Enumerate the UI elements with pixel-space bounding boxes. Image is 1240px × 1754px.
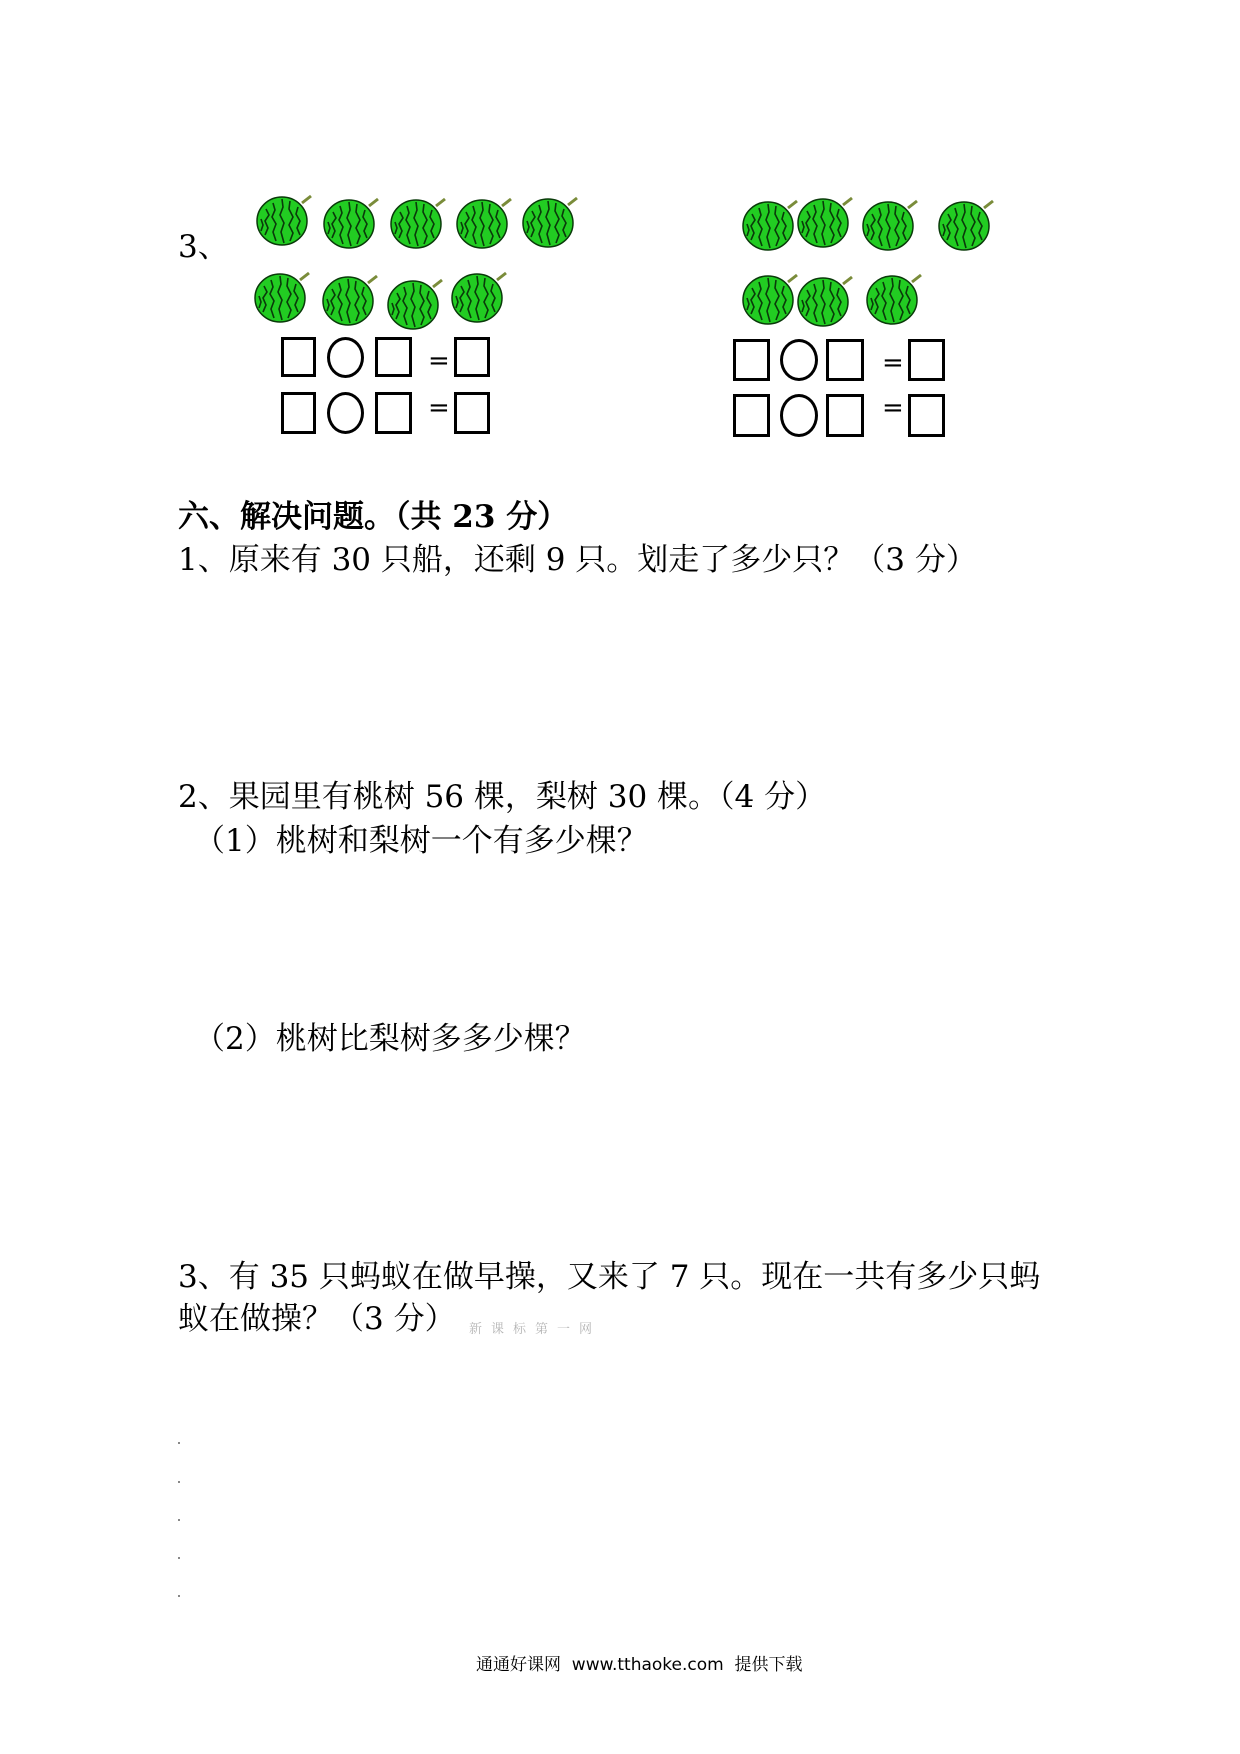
operator-circle[interactable]: [327, 392, 364, 434]
problem-2-sub-1: （1）桃树和梨树一个有多少棵？: [194, 823, 648, 859]
answer-box[interactable]: [908, 394, 945, 437]
answer-box[interactable]: [733, 339, 770, 381]
answer-box[interactable]: [826, 394, 864, 437]
answer-box[interactable]: [826, 339, 864, 381]
equals-sign: =: [882, 393, 904, 423]
answer-box[interactable]: [281, 392, 316, 434]
watermelon-icon: [797, 270, 853, 330]
answer-box[interactable]: [454, 337, 490, 377]
answer-box[interactable]: [454, 392, 490, 434]
equals-sign: =: [882, 348, 904, 378]
watermelon-icon: [323, 192, 379, 252]
problem-1: 1、原来有 30 只船，还剩 9 只。划走了多少只？（3 分）: [178, 542, 977, 578]
watermelon-icon: [522, 191, 578, 251]
problem-2: 2、果园里有桃树 56 棵，梨树 30 棵。（4 分）: [178, 779, 827, 815]
answer-box[interactable]: [281, 337, 316, 377]
margin-dot: [178, 1442, 180, 1444]
operator-circle[interactable]: [780, 394, 818, 437]
margin-dot: [178, 1595, 180, 1597]
watermelon-icon: [256, 189, 312, 249]
operator-circle[interactable]: [780, 339, 818, 381]
margin-dot: [178, 1557, 180, 1559]
operator-circle[interactable]: [327, 337, 364, 378]
watermelon-icon: [456, 192, 512, 252]
watermark-text: 新课标第一网: [469, 1322, 602, 1337]
watermelon-icon: [742, 194, 798, 254]
watermelon-icon: [797, 191, 853, 251]
equals-sign: =: [428, 393, 450, 423]
equals-sign: =: [428, 346, 450, 376]
answer-box[interactable]: [908, 339, 945, 381]
watermelon-icon: [938, 194, 994, 254]
margin-dot: [178, 1519, 180, 1521]
margin-dot: [178, 1481, 180, 1483]
watermelon-icon: [322, 269, 378, 329]
answer-box[interactable]: [375, 392, 412, 434]
watermelon-icon: [451, 266, 507, 326]
page-footer: 通通好课网 www.tthaoke.com 提供下载: [476, 1655, 803, 1675]
watermelon-icon: [742, 268, 798, 328]
question-3-label: 3、: [178, 229, 229, 265]
answer-box[interactable]: [375, 337, 412, 377]
watermelon-icon: [390, 192, 446, 252]
problem-3-line-2: 蚁在做操？（3 分）: [178, 1301, 456, 1337]
watermelon-icon: [862, 194, 918, 254]
watermelon-icon: [866, 268, 922, 328]
problem-2-sub-2: （2）桃树比梨树多多少棵？: [194, 1021, 586, 1057]
watermelon-icon: [387, 273, 443, 333]
answer-box[interactable]: [733, 394, 770, 437]
watermelon-icon: [254, 266, 310, 326]
section-title: 六、解决问题。（共 23 分）: [178, 499, 569, 535]
problem-3-line-1: 3、有 35 只蚂蚁在做早操，又来了 7 只。现在一共有多少只蚂: [178, 1259, 1041, 1295]
